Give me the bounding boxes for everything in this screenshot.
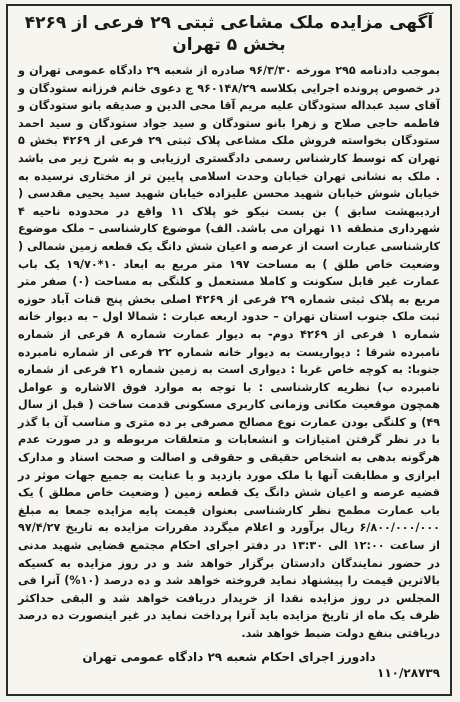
notice-code: ۱۱۰/۲۸۷۳۹: [377, 665, 440, 680]
notice-paragraph: بموجب دادنامه ۲۹۵ مورخه ۹۶/۳/۳۰ صادره از شعبه ۲۹ دادگاه عمومی تهران و در خصوص پرونده اجرایی بکلاسه ۹۶۰۱۴۸/۲۹ ج دعوی خانم فرزانه ستودگان و آقای سید عبداله ستودگان علیه مریم آقا محی الدین و صدیقه بانو ستودگان و فاطمه حاجی صلاح و زهرا بانو ستودگان و سید جواد ستودگان و سید احمد ستودگان بخواسته فروش ملک مشاعی پلاک ثبتی ۲۹ فرعی از ۴۲۶۹ بخش ۵ تهران که توسط کارشناس رسمی دادگستری ارزیابی و به شرح زیر می باشد . ملک به نشانی تهران خیابان وحدت اسلامی پایین تر از مختاری نرسیده به خیابان شوش خیابان شهید محسن علیزاده خیابان شهید سید یحیی مقدسی ( اردیبهشت سابق ) بن بست نیکو خو پلاک ۱۱ واقع در محدوده ناحیه ۴ شهرداری منطقه ۱۱ تهران می باشد. الف) موضوع کارشناسی – ملک موضوع کارشناسی عبارت است از عرصه و اعیان شش دانگ یک قطعه زمین شمالی ( وضعیت خاص طلق ) به مساحت ۱۹۷ متر مربع به ابعاد ۱۰*۱۹/۷۰ یک باب عمارت غیر قابل سکونت و کاملا مستعمل و کلنگی به مساحت (۰) صفر متر مربع به پلاک ثبتی شماره ۲۹ فرعی از ۴۲۶۹ اصلی بخش پنج قنات آباد حوزه ثبت ملک جنوب استان تهران – حدود اربعه عبارت : شمالا اول – به دیوار خانه شماره ۱ فرعی از ۴۲۶۹ دوم- به دیوار عمارت شماره ۸ فرعی از شماره نامبرده شرقا : دیواریست به دیوار خانه شماره ۲۲ فرعی از شماره نامبرده جنوبا: به کوچه خاص غربا : دیواری است به زمین شماره ۲۱ فرعی از شماره نامبرده ب) نظریه کارشناسی : با توجه به موارد فوق الاشاره و عوامل همچون موقعیت مکانی وزمانی کاربری مسکونی قدمت ساخت ( قبل از سال ۴۹) و کلنگی بودن عمارت نوع مصالح مصرفی بر ده متری و مناسب آن با گذر با در نظر گرفتن امتیازات و انشعابات و متعلقات مربوطه و در صورت عدم هرگونه بدهی به اشخاص حقیقی و حقوقی و اصالت و صحت اسناد و مدارک ابرازی و مطابقت آنها با ملک مورد بازدید و با عنایت به جمیع جهات موثر در قضیه عرصه و اعیان شش دانگ یک قطعه زمین ( وضعیت خاص مطلق ) یک باب عمارت مطمح نظر کارشناسی بعنوان قیمت پایه مزایده جمعا به مبلغ ۶/۸۰۰/۰۰۰/۰۰۰ ریال برآورد و اعلام میگردد مقررات مزایده به تاریخ ۹۷/۴/۲۷ از ساعت ۱۲:۰۰ الی ۱۳:۳۰ در دفتر اجرای احکام مجتمع قضایی شهید مدنی در حضور نمایندگان دادستان برگزار خواهد شد و در روز مزایده به کسیکه بالاترین قیمت را پیشنهاد نماید فروخته خواهد شد و ده درصد (۱۰%) آنرا فی المجلس در روز مزایده نقدا از خریدار دریافت خواهد شد و البقی حداکثر ظرف یک ماه از تاریخ مزایده باید آنرا پرداخت نماید در غیر اینصورت ده درصد دریافتی بنفع دولت ضبط خواهد شد.: [18, 64, 441, 640]
notice-title: آگهی مزایده ملک مشاعی ثبتی ۲۹ فرعی از ۴۲۶۹ بخش ۵ تهران: [24, 13, 434, 55]
newspaper-notice: [6, 4, 452, 696]
notice-body: [18, 62, 440, 643]
notice-signature: دادورز اجرای احکام شعبه ۲۹ دادگاه عمومی تهران: [82, 649, 376, 664]
